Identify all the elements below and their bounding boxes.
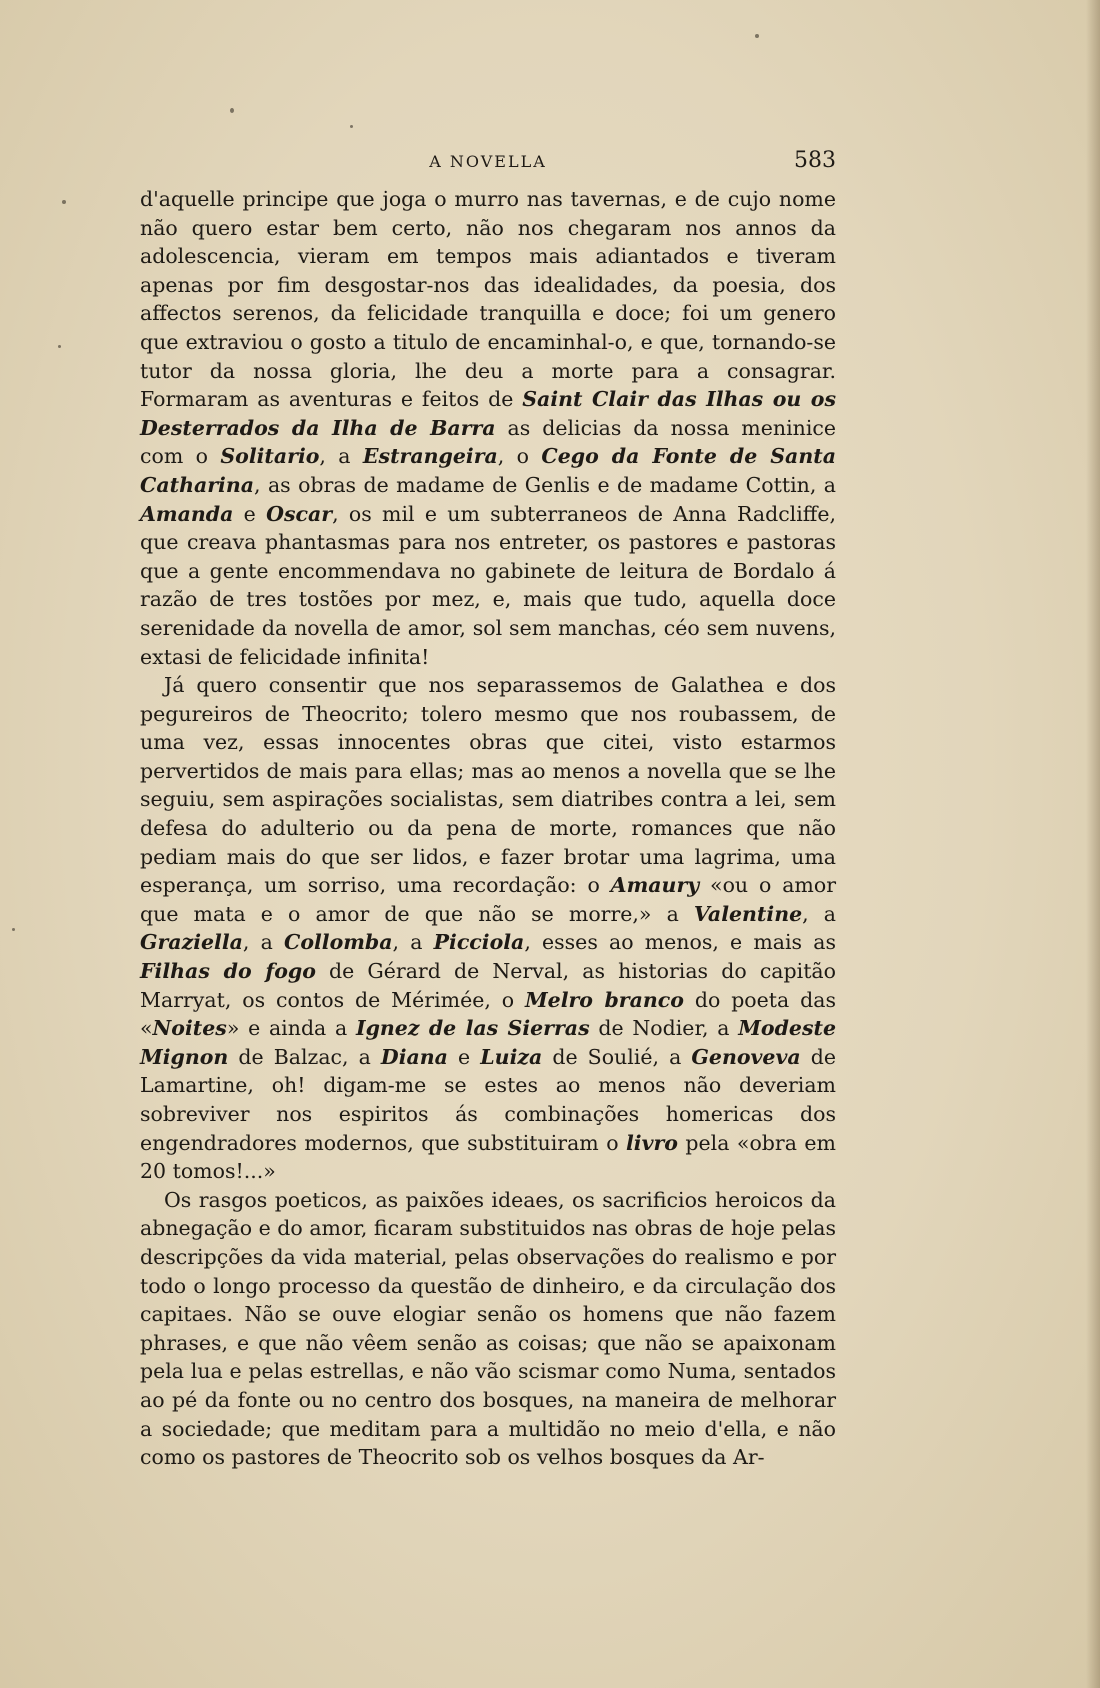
text-run: de Gérard de Nerval, as historias do capitão Marryat, os contos de Mérimée, o (140, 959, 836, 1012)
book-title: Noites (152, 1016, 227, 1041)
text-run: de Balzac, a (228, 1044, 381, 1069)
book-title: Saint Clair das Ilhas ou os Desterrados da Ilha de Barra (140, 387, 837, 440)
book-title: livro (626, 1130, 678, 1155)
text-run: e (447, 1044, 481, 1069)
paper-speck (230, 108, 234, 113)
book-title: Graziella (140, 930, 243, 955)
text-run: , a (242, 930, 284, 955)
book-title: Cego da Fonte de Santa Catharina (140, 444, 836, 497)
text-run: do poeta das « (140, 987, 836, 1041)
book-title: Estrangeira (362, 444, 498, 469)
page-edge-shadow (1086, 0, 1100, 1688)
book-title: Luiza (480, 1044, 543, 1069)
text-run: , a (392, 930, 434, 955)
paper-speck (12, 928, 15, 931)
book-title: Amaury (610, 873, 700, 898)
book-title: Valentine (693, 901, 803, 926)
text-run: as delicias da nossa meninice com o (140, 415, 837, 469)
paper-speck (62, 200, 66, 204)
paper-speck (58, 345, 61, 348)
book-title: Modeste Mignon (140, 1016, 836, 1069)
text-run: de Lamartine, oh! digam-me se estes ao menos não deveriam sobreviver nos espiritos ás combinações homericas dos engendradores modernos, que substituiram o (140, 1044, 836, 1155)
book-title: Genoveva (691, 1044, 801, 1069)
paragraph-1 (140, 185, 836, 671)
text-run: «ou o amor que mata e o amor de que não se morre,» a (140, 873, 837, 926)
book-title: Collomba (284, 930, 393, 955)
book-title: Picciola (433, 930, 525, 955)
running-title: A NOVELLA (429, 152, 547, 171)
text-run: , as obras de madame de Genlis e de madame Cottin, a (254, 472, 836, 497)
book-title: Filhas do fogo (140, 959, 316, 984)
text-run: , o (497, 444, 542, 469)
text-run: e (233, 501, 267, 526)
book-title: Oscar (266, 501, 333, 526)
book-title: Diana (380, 1044, 448, 1069)
text-run: Já quero consentir que nos separassemos de Galathea e dos pegureiros de Theocrito; tolero mesmo que nos roubassem, de uma vez, essas innocentes obras que citei, visto estarmos pervertidos de mais para ellas; mas ao menos a novella que se lhe seguiu, sem aspirações socialistas, sem diatribes contra a lei, sem defesa do adulterio ou da pena de morte, romances que não pediam mais do que ser lidos, e fazer brotar uma lagrima, uma esperança, um sorriso, uma recordação: o (140, 673, 836, 898)
page-header (140, 148, 836, 182)
text-run: , os mil e um subterraneos de Anna Radcliffe, que creava phantasmas para nos entreter, os pastores e pastoras que a gente encommendava no gabinete de leitura de Bordalo á razão de tres tostões por mez, e, mais que tudo, aquella doce serenidade da novella de amor, sol sem manchas, céo sem nuvens, extasi de felicidade infinita! (140, 501, 837, 669)
book-title: Amanda (140, 501, 234, 526)
page-number: 583 (794, 148, 836, 173)
text-run: » e ainda a (226, 1016, 356, 1041)
paper-speck (350, 125, 353, 128)
text-run: de Soulié, a (542, 1044, 692, 1069)
body-text (140, 185, 836, 1472)
text-run: pela «obra em 20 tomos!...» (140, 1130, 836, 1184)
text-run: de Nodier, a (589, 1016, 739, 1041)
text-run: d'aquelle principe que joga o murro nas tavernas, e de cujo nome não quero estar bem certo, não nos chegaram nos annos da adolescencia, vieram em tempos mais adiantados e tiveram apenas por fim desgostar-nos das idealidades, da poesia, dos affectos serenos, da felicidade tranquilla e doce; foi um genero que extraviou o gosto a titulo de encaminhal-o, e que, tornando-se tutor da nossa gloria, lhe deu a morte para a consagrar. Formaram as aventuras e feitos de (140, 187, 836, 412)
text-run: , esses ao menos, e mais as (524, 930, 836, 955)
paper-speck (755, 34, 759, 38)
book-title: Solitario (220, 444, 320, 469)
paragraph-3: Os rasgos poeticos, as paixões ideaes, os sacrificios heroicos da abnegação e do amor, ficaram substituidos nas obras de hoje pelas descripções da vida material, pelas observações do realismo e por todo o longo processo da questão de dinheiro, e da circulação dos capitaes. Não se ouve elogiar senão os homens que não fazem phrases, e que não vêem senão as coisas; que não se apaixonam pela lua e pelas estrellas, e não vão scismar como Numa, sentados ao pé da fonte ou no centro dos bosques, na maneira de melhorar a sociedade; que meditam para a multidão no meio d'ella, e não como os pastores de Theocrito sob os velhos bosques da Ar- (140, 1187, 836, 1470)
text-run: , a (802, 901, 836, 926)
text-run: , a (319, 444, 363, 469)
book-title: Ignez de las Sierras (355, 1016, 590, 1041)
book-title: Melro branco (524, 987, 684, 1012)
paragraph-2 (140, 671, 836, 1186)
